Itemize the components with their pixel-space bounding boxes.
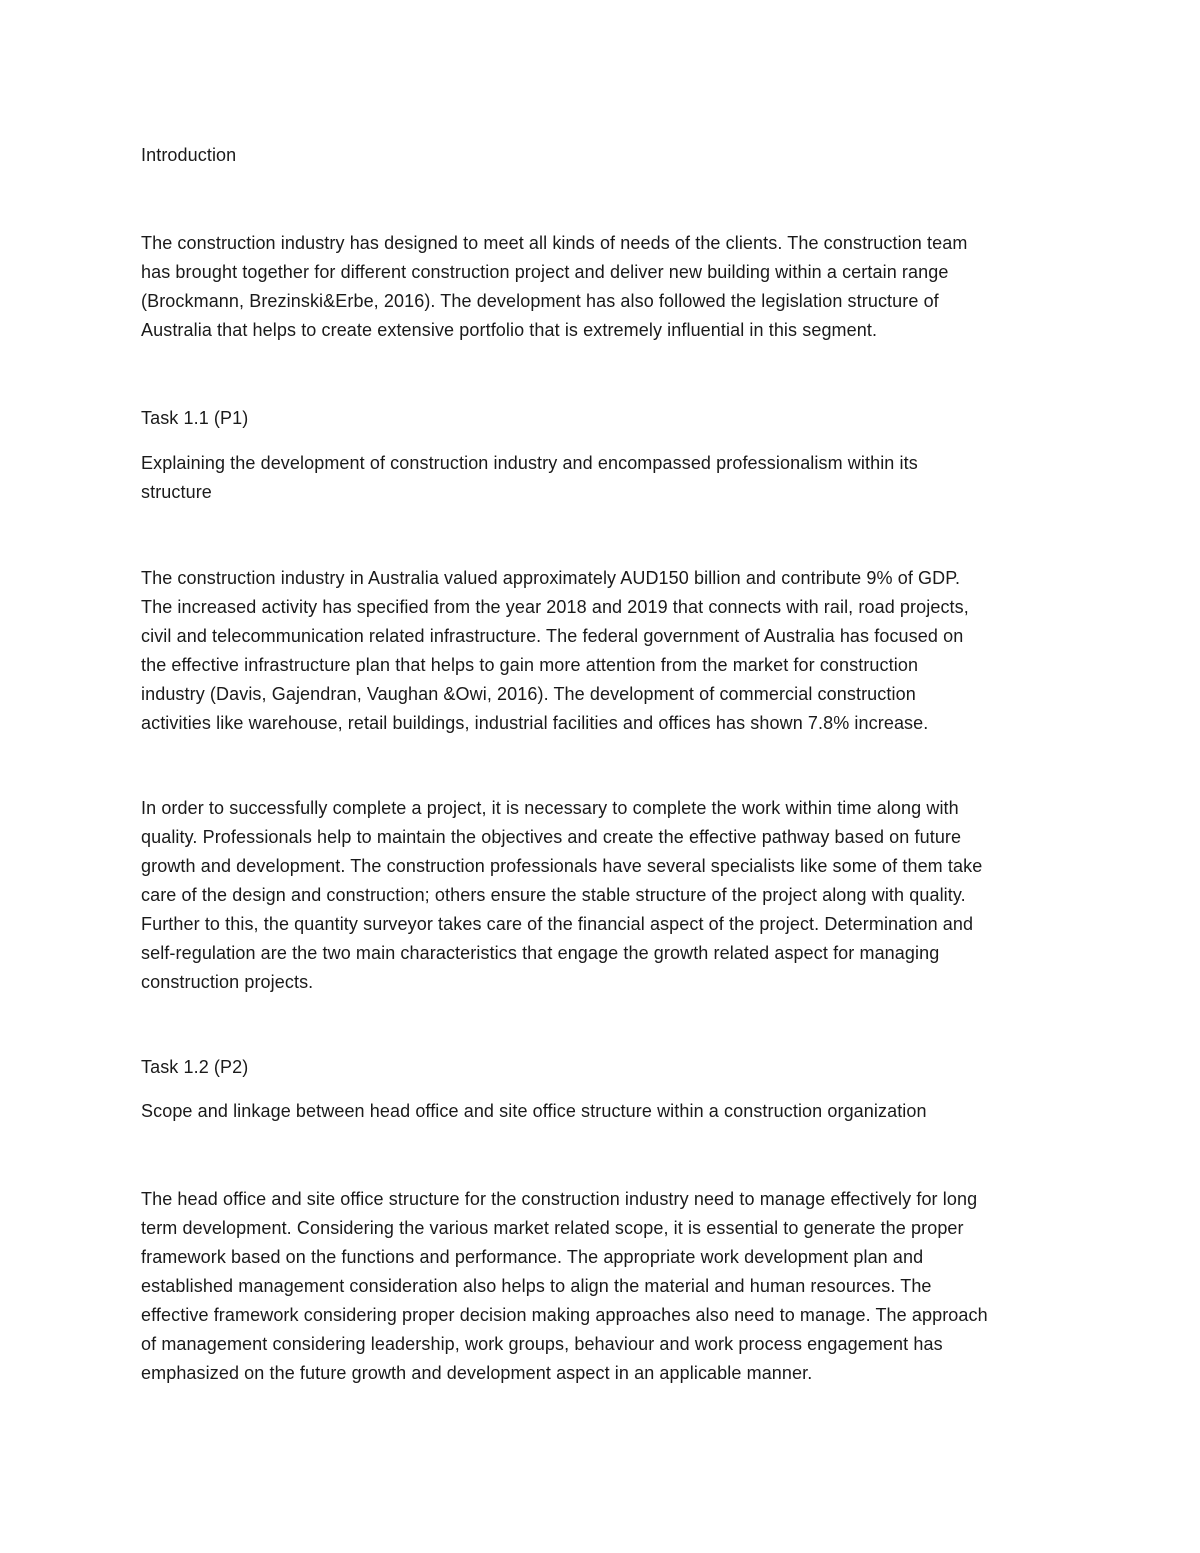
paragraph-line: structure: [141, 482, 212, 502]
paragraph-line: quality. Professionals help to maintain the objectives and create the effective pathway based on future: [141, 827, 962, 847]
task-1-1-paragraph-1: [141, 564, 1071, 738]
paragraph-line: Australia that helps to create extensive portfolio that is extremely influential in this segment.: [141, 320, 878, 340]
paragraph-line: In order to successfully complete a project, it is necessary to complete the work within time along with: [141, 798, 959, 818]
paragraph-line: The head office and site office structure for the construction industry need to manage effectively for long: [141, 1189, 978, 1209]
paragraph-line: growth and development. The construction professionals have several specialists like some of them take: [141, 856, 983, 876]
task-1-1-paragraph-2: [141, 794, 1071, 997]
paragraph-line: (Brockmann, Brezinski&Erbe, 2016). The development has also followed the legislation structure of: [141, 291, 939, 311]
paragraph-line: care of the design and construction; others ensure the stable structure of the project along with quality.: [141, 885, 966, 905]
paragraph-line: established management consideration also helps to align the material and human resources. The: [141, 1276, 932, 1296]
task-1-1-subheading: [141, 449, 1071, 507]
paragraph-line: Explaining the development of construction industry and encompassed professionalism within its: [141, 453, 918, 473]
paragraph-line: industry (Davis, Gajendran, Vaughan &Owi, 2016). The development of commercial construction: [141, 684, 916, 704]
paragraph-line: has brought together for different construction project and deliver new building within a certain range: [141, 262, 949, 282]
paragraph-line: The increased activity has specified from the year 2018 and 2019 that connects with rail, road projects,: [141, 597, 969, 617]
task-1-1-heading: Task 1.1 (P1): [141, 408, 249, 428]
paragraph-line: effective framework considering proper decision making approaches also need to manage. The approach: [141, 1305, 988, 1325]
paragraph-line: activities like warehouse, retail buildings, industrial facilities and offices has shown 7.8% increase.: [141, 713, 929, 733]
paragraph-line: Further to this, the quantity surveyor takes care of the financial aspect of the project. Determination and: [141, 914, 974, 934]
task-1-2-subheading: [141, 1097, 1071, 1126]
paragraph-line: the effective infrastructure plan that helps to gain more attention from the market for construction: [141, 655, 919, 675]
paragraph-line: The construction industry in Australia valued approximately AUD150 billion and contribute 9% of GDP.: [141, 568, 961, 588]
intro-paragraph: [141, 229, 1071, 345]
task-1-2-heading: Task 1.2 (P2): [141, 1057, 249, 1077]
task-1-2-paragraph: [141, 1185, 1071, 1388]
intro-heading: Introduction: [141, 145, 237, 165]
paragraph-line: construction projects.: [141, 972, 314, 992]
paragraph-line: framework based on the functions and performance. The appropriate work development plan and: [141, 1247, 924, 1267]
paragraph-line: of management considering leadership, work groups, behaviour and work process engagement has: [141, 1334, 943, 1354]
paragraph-line: term development. Considering the various market related scope, it is essential to generate the proper: [141, 1218, 964, 1238]
paragraph-line: Scope and linkage between head office and site office structure within a construction organization: [141, 1101, 927, 1121]
paragraph-line: self-regulation are the two main characteristics that engage the growth related aspect for managing: [141, 943, 940, 963]
paragraph-line: civil and telecommunication related infrastructure. The federal government of Australia has focused on: [141, 626, 964, 646]
paragraph-line: emphasized on the future growth and development aspect in an applicable manner.: [141, 1363, 813, 1383]
paragraph-line: The construction industry has designed to meet all kinds of needs of the clients. The construction team: [141, 233, 968, 253]
